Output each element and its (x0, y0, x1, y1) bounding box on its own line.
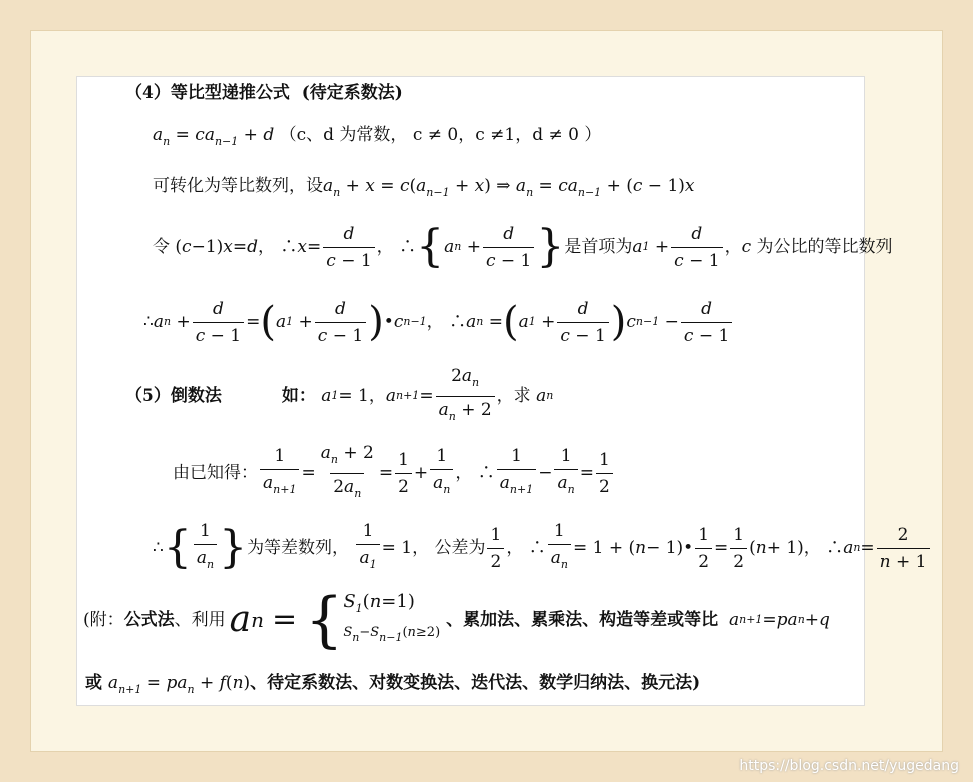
methods-text-2: 、待定系数法、对数变换法、迭代法、数学归纳法、换元法) (250, 673, 701, 693)
use-text: 、利用 (174, 610, 226, 630)
section-5-heading: （5） 倒数法 如： a 1 = 1， a n+1 = $\frac{2a_n}{a_n + 2}$ ，求 a n (125, 370, 553, 422)
transform-line: 可转化为等比数列，设$a_n + x = c(a_{n-1} + x)$ ⇒ $a_n = ca_{n-1} + (c - 1)x$ (153, 176, 695, 199)
example-label: 如： (281, 386, 316, 406)
difference-text: 公差为 (434, 538, 486, 558)
let-line: 令 ( c −1) x = d ， ∴ x = $\frac{d}{c - 1}$ ， ∴ { a n + $\frac{d}{c - 1}$ } 是首项为 a 1 + $\frac{d}{c - 1}$ ， c 为公比的等比数列 (153, 221, 893, 272)
appendix-open: (附： (83, 610, 124, 630)
section-method: (待定系数法) (301, 83, 403, 103)
transform-text: 可转化为等比数列，设 (153, 176, 323, 196)
section-4-heading (125, 82, 403, 104)
watermark: https://blog.csdn.net/yugedang (739, 758, 959, 774)
arithmetic-text: 为等差数列， (247, 538, 350, 558)
formula-method: 公式法 (123, 610, 175, 630)
section-number: （4） (125, 83, 171, 103)
derivation-line: 由已知得： $\frac{1}{a_{n+1}}$ = $\frac{a_n + 2}{2a_n}$ = $\frac{1}{2}$ + $\frac{1}{a_n}$ ， ∴ $\frac{1}{a_{n+1}}$ − $\frac{1}{a_n}$ = $\frac{1}{2}$ (173, 445, 615, 501)
find-text: ，求 (496, 386, 531, 406)
section-title: 倒数法 (170, 386, 222, 406)
appendix-line-1: (附： 公式法 、利用 a n = { $S_1(n=1)$ $S_n-S_{n-1}(n\ge 2)$ 、累加法、累乘法、构造等差或等比 a n+1 = pa n + q (83, 585, 830, 655)
appendix-line-2: 或 $a_{n+1} = pa_n + f(n)$、待定系数法、对数变换法、迭代法、数学归纳法、换元法) (85, 673, 701, 696)
section-title: 等比型递推公式 (170, 83, 290, 103)
recurrence-formula: $a_n = ca_{n-1} + d$ （c、d 为常数， c ≠ 0，c ≠1，d ≠ 0 ） (153, 125, 602, 148)
condition-text: （c、d 为常数， c ≠ 0，c ≠1，d ≠ 0 ） (279, 125, 602, 145)
arithmetic-line: ∴ { $\frac{1}{a_n}$ } 为等差数列， $\frac{1}{a_1}$ = 1， 公差为 $\frac{1}{2}$ ， ∴ $\frac{1}{a_n}$ = 1 + ( n − 1)• $\frac{1}{2}$ = $\frac{1}{2}$ ( n + 1)， ∴ a n = $\frac{2}{n + 1}$ (153, 520, 932, 576)
first-term-text: 是首项为 (564, 237, 633, 257)
ratio-text: 为公比的等比数列 (756, 237, 893, 257)
document-page (77, 77, 927, 705)
known-text: 由已知得： (173, 463, 258, 483)
or-text: 或 (85, 673, 102, 693)
therefore-line: ∴ a n + $\frac{d}{c - 1}$ = ( a 1 + $\frac{d}{c - 1}$ ) • c n−1 ， ∴ a n = ( a 1 + $\frac{d}{c - 1}$ ) c n−1 − $\frac{d}{c - 1}$ (143, 295, 734, 349)
methods-text-1: 、累加法、累乘法、构造等差或等比 (446, 610, 719, 630)
let-text: 令 (153, 237, 170, 257)
section-number: （5） (125, 386, 171, 406)
